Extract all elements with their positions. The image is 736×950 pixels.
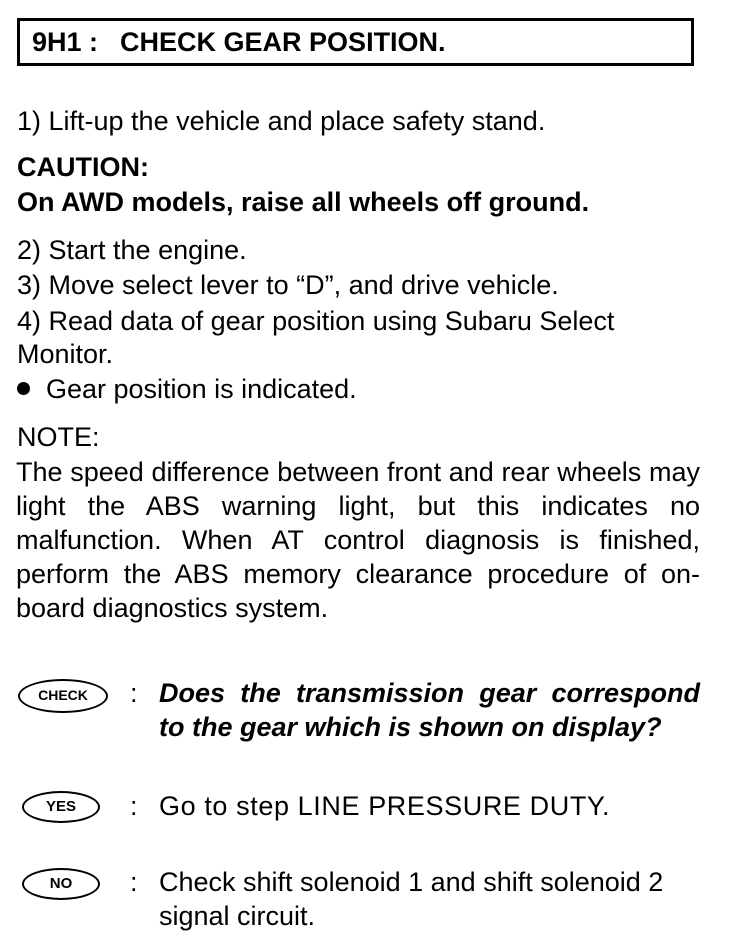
section-title: CHECK GEAR POSITION. bbox=[120, 27, 446, 57]
step-4-line-2: Monitor. bbox=[17, 339, 114, 369]
step-4-line-1: 4) Read data of gear position using Subaru Select bbox=[17, 306, 615, 336]
no-colon: : bbox=[130, 867, 138, 897]
caution-text: On AWD models, raise all wheels off ground. bbox=[17, 187, 590, 217]
caution-label: CAUTION: bbox=[17, 152, 149, 182]
bullet-icon bbox=[17, 382, 30, 395]
bullet-text: Gear position is indicated. bbox=[46, 374, 357, 404]
yes-colon: : bbox=[130, 791, 138, 821]
yes-badge-icon: YES bbox=[22, 791, 100, 823]
bullet-item bbox=[17, 372, 357, 406]
step-3: 3) Move select lever to “D”, and drive vehicle. bbox=[17, 270, 559, 300]
check-question: Does the transmission gear correspond to the gear which is shown on display? bbox=[159, 678, 700, 742]
check-badge-icon: CHECK bbox=[18, 679, 108, 713]
step-1: 1) Lift-up the vehicle and place safety stand. bbox=[17, 106, 546, 136]
note-text: The speed difference between front and rear wheels may light the ABS warning light, but this indicates no malfunction. When AT control diagnosis is finished, perform the ABS memory clearance procedure of on-board diagnostics system. bbox=[16, 457, 700, 623]
yes-answer: Go to step LINE PRESSURE DUTY. bbox=[159, 791, 611, 821]
step-2: 2) Start the engine. bbox=[17, 235, 247, 265]
check-colon: : bbox=[130, 678, 138, 708]
note-label: NOTE: bbox=[17, 422, 100, 452]
no-badge-icon: NO bbox=[22, 868, 100, 900]
section-code: 9H1 : bbox=[32, 27, 99, 57]
no-answer: Check shift solenoid 1 and shift solenoid 2 signal circuit. bbox=[159, 867, 664, 931]
section-header bbox=[17, 18, 694, 66]
